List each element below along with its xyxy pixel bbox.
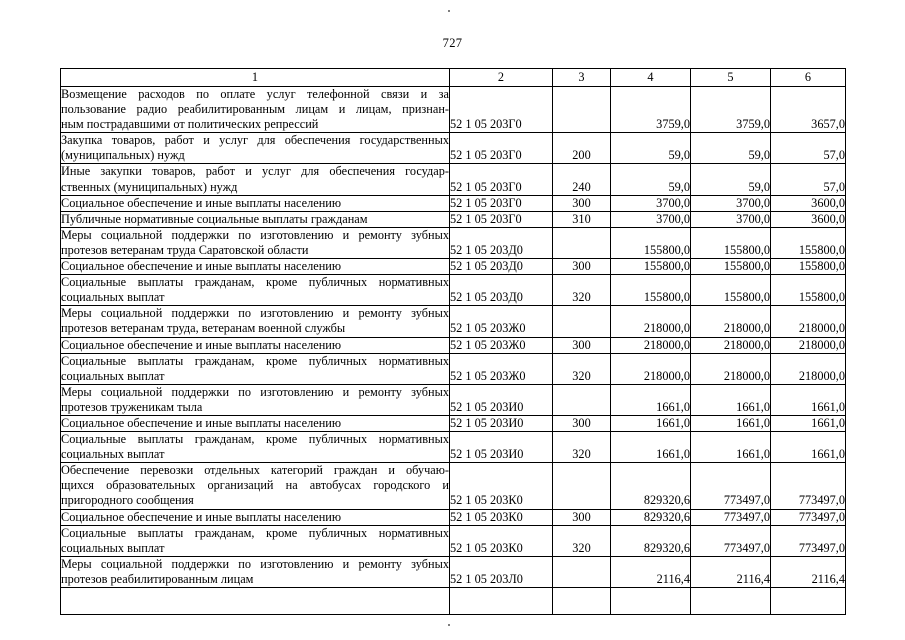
row-value-6: 155800,0 (771, 227, 846, 258)
row-value-5: 3759,0 (691, 87, 771, 133)
row-name: Публичные нормативные социальные выплаты гражданам (61, 211, 450, 227)
table-row (61, 556, 846, 587)
row-code: 52 1 05 203Ж0 (450, 353, 553, 384)
table-row (61, 415, 846, 431)
row-value-6: 218000,0 (771, 353, 846, 384)
row-value-6: 57,0 (771, 164, 846, 195)
row-value-4: 155800,0 (611, 259, 691, 275)
row-code: 52 1 05 203Г0 (450, 133, 553, 164)
page-number: 727 (442, 36, 463, 50)
row-kind: 310 (553, 211, 611, 227)
row-value-5: 59,0 (691, 164, 771, 195)
table-row (61, 337, 846, 353)
row-code: 52 1 05 203И0 (450, 384, 553, 415)
row-kind (553, 306, 611, 337)
row-value-5: 3700,0 (691, 211, 771, 227)
row-value-5: 3700,0 (691, 195, 771, 211)
row-kind: 320 (553, 432, 611, 463)
page-mark-bottom (448, 624, 450, 626)
table-spacer-cell (450, 588, 553, 615)
column-header-6: 6 (771, 69, 846, 87)
row-name: Меры социальной поддержки по изготовлению и ремонту зубных протезов ветеранам труда, ветеранам военной службы (61, 306, 449, 336)
row-value-4: 3700,0 (611, 211, 691, 227)
column-header-5: 5 (691, 69, 771, 87)
row-value-5: 155800,0 (691, 227, 771, 258)
row-value-5: 218000,0 (691, 353, 771, 384)
table-row (61, 432, 846, 463)
row-value-4: 218000,0 (611, 337, 691, 353)
row-value-6: 3657,0 (771, 87, 846, 133)
table-spacer-cell (553, 588, 611, 615)
row-code: 52 1 05 203К0 (450, 463, 553, 509)
row-name: Социальные выплаты гражданам, кроме публичных нормативных социальных выплат (61, 432, 449, 462)
row-code: 52 1 05 203Г0 (450, 195, 553, 211)
row-value-5: 2116,4 (691, 556, 771, 587)
row-code: 52 1 05 203Ж0 (450, 306, 553, 337)
row-name: Социальное обеспечение и иные выплаты населению (61, 195, 450, 211)
row-value-5: 773497,0 (691, 525, 771, 556)
row-kind (553, 227, 611, 258)
table-row (61, 275, 846, 306)
column-header-2: 2 (450, 69, 553, 87)
row-value-4: 3759,0 (611, 87, 691, 133)
row-value-6: 1661,0 (771, 432, 846, 463)
row-kind (553, 87, 611, 133)
table-row (61, 227, 846, 258)
row-name: Социальные выплаты гражданам, кроме публичных нормативных социальных выплат (61, 525, 449, 555)
budget-table (60, 68, 846, 615)
row-name: Социальные выплаты гражданам, кроме публичных нормативных социальных выплат (61, 353, 449, 383)
row-value-4: 2116,4 (611, 556, 691, 587)
table-row (61, 195, 846, 211)
row-value-5: 59,0 (691, 133, 771, 164)
row-value-5: 773497,0 (691, 509, 771, 525)
row-value-6: 218000,0 (771, 337, 846, 353)
row-kind: 240 (553, 164, 611, 195)
row-value-6: 3600,0 (771, 195, 846, 211)
table-header (61, 69, 846, 87)
row-name: Меры социальной поддержки по изготовлению и ремонту зубных протезов труженикам тыла (61, 384, 449, 414)
row-kind: 320 (553, 353, 611, 384)
table-spacer-cell (771, 588, 846, 615)
row-code: 52 1 05 203Г0 (450, 164, 553, 195)
row-kind: 320 (553, 275, 611, 306)
row-name: Закупка товаров, работ и услуг для обеспечения государственных (муниципальных) нужд (61, 133, 449, 163)
row-kind (553, 384, 611, 415)
row-code: 52 1 05 203Д0 (450, 259, 553, 275)
row-code: 52 1 05 203К0 (450, 509, 553, 525)
table-spacer-cell (691, 588, 771, 615)
row-value-5: 1661,0 (691, 384, 771, 415)
row-value-4: 155800,0 (611, 275, 691, 306)
table-row (61, 133, 846, 164)
column-header-4: 4 (611, 69, 691, 87)
row-value-6: 3600,0 (771, 211, 846, 227)
row-value-6: 2116,4 (771, 556, 846, 587)
table-spacer-row (61, 588, 846, 615)
row-name: Иные закупки товаров, работ и услуг для обеспечения государ- ственных (муниципальных) нужд (61, 164, 449, 194)
row-name: Социальное обеспечение и иные выплаты населению (61, 415, 450, 431)
row-value-6: 773497,0 (771, 525, 846, 556)
row-value-6: 57,0 (771, 133, 846, 164)
row-code: 52 1 05 203Д0 (450, 227, 553, 258)
row-value-6: 1661,0 (771, 415, 846, 431)
row-code: 52 1 05 203К0 (450, 525, 553, 556)
row-value-4: 1661,0 (611, 415, 691, 431)
row-value-4: 829320,6 (611, 525, 691, 556)
table-row (61, 353, 846, 384)
row-code: 52 1 05 203Г0 (450, 87, 553, 133)
table-row (61, 87, 846, 133)
table-row (61, 525, 846, 556)
row-value-6: 155800,0 (771, 275, 846, 306)
table-row (61, 259, 846, 275)
row-name: Социальное обеспечение и иные выплаты населению (61, 509, 450, 525)
row-value-4: 3700,0 (611, 195, 691, 211)
page-mark-top (448, 10, 450, 12)
row-code: 52 1 05 203Д0 (450, 275, 553, 306)
row-code: 52 1 05 203И0 (450, 415, 553, 431)
row-value-4: 59,0 (611, 133, 691, 164)
row-kind (553, 556, 611, 587)
row-value-5: 1661,0 (691, 415, 771, 431)
row-value-6: 218000,0 (771, 306, 846, 337)
row-name: Социальное обеспечение и иные выплаты населению (61, 259, 450, 275)
table-body (61, 87, 846, 615)
row-kind: 300 (553, 195, 611, 211)
row-kind: 320 (553, 525, 611, 556)
row-code: 52 1 05 203Л0 (450, 556, 553, 587)
row-value-4: 59,0 (611, 164, 691, 195)
column-header-1: 1 (61, 69, 450, 87)
row-value-6: 1661,0 (771, 384, 846, 415)
row-name: Социальные выплаты гражданам, кроме публичных нормативных социальных выплат (61, 275, 449, 305)
row-value-5: 773497,0 (691, 463, 771, 509)
table-spacer-cell (611, 588, 691, 615)
row-value-5: 218000,0 (691, 337, 771, 353)
row-value-5: 1661,0 (691, 432, 771, 463)
row-value-4: 1661,0 (611, 432, 691, 463)
row-code: 52 1 05 203Ж0 (450, 337, 553, 353)
table-spacer-cell (61, 588, 450, 615)
row-kind (553, 463, 611, 509)
table-header-row (61, 69, 846, 87)
row-value-4: 829320,6 (611, 509, 691, 525)
row-name: Возмещение расходов по оплате услуг телефонной связи и за пользование радио реабилитированным лицам и лицам, признан- ным пострадавшими от политических репрессий (61, 87, 449, 132)
row-kind: 300 (553, 415, 611, 431)
row-kind: 300 (553, 337, 611, 353)
row-value-4: 218000,0 (611, 353, 691, 384)
table-row (61, 306, 846, 337)
row-value-6: 773497,0 (771, 509, 846, 525)
row-kind: 200 (553, 133, 611, 164)
row-name: Меры социальной поддержки по изготовлению и ремонту зубных протезов ветеранам труда Саратовской области (61, 227, 449, 257)
row-code: 52 1 05 203Г0 (450, 211, 553, 227)
row-value-4: 155800,0 (611, 227, 691, 258)
row-name: Обеспечение перевозки отдельных категорий граждан и обучаю- щихся образовательных организаций на автобусах городского и пригородного сообщения (61, 463, 449, 508)
row-value-6: 773497,0 (771, 463, 846, 509)
row-kind: 300 (553, 259, 611, 275)
row-value-4: 829320,6 (611, 463, 691, 509)
row-kind: 300 (553, 509, 611, 525)
table-row (61, 211, 846, 227)
table-row (61, 164, 846, 195)
row-value-6: 155800,0 (771, 259, 846, 275)
row-code: 52 1 05 203И0 (450, 432, 553, 463)
column-header-3: 3 (553, 69, 611, 87)
table-row (61, 509, 846, 525)
row-value-5: 218000,0 (691, 306, 771, 337)
table-row (61, 463, 846, 509)
row-name: Социальное обеспечение и иные выплаты населению (61, 337, 450, 353)
row-value-4: 218000,0 (611, 306, 691, 337)
row-name: Меры социальной поддержки по изготовлению и ремонту зубных протезов реабилитированным лицам (61, 556, 449, 586)
row-value-5: 155800,0 (691, 275, 771, 306)
row-value-4: 1661,0 (611, 384, 691, 415)
row-value-5: 155800,0 (691, 259, 771, 275)
table-row (61, 384, 846, 415)
